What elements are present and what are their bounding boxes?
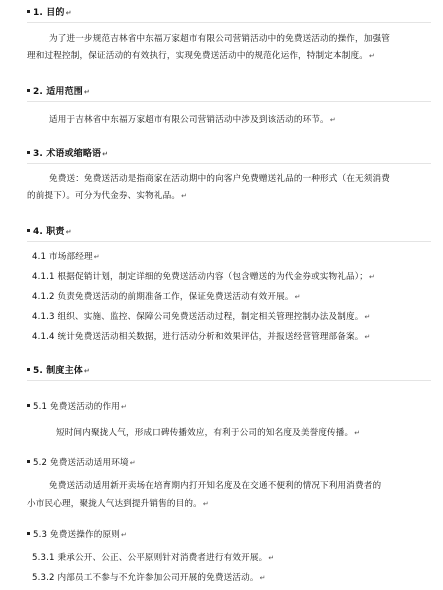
- list-item: 4.1.2 负责免费送活动的前期准备工作，保证免费送活动有效开展。↵: [32, 292, 301, 302]
- paragraph-line: 为了进一步规范吉林省中东福万家超市有限公司营销活动中的免费送活动的操作，加强管: [49, 34, 391, 44]
- list-item: 4.1.1 根据促销计划，制定详细的免费送活动内容（包含赠送的为代金券或实物礼品）；↵: [32, 272, 375, 282]
- paragraph-line: 理和过程控制，保证活动的有效执行，实现免费送活动中的规范化运作，特制定本制度。↵: [27, 51, 376, 61]
- section-heading-terms: 3. 术语或缩略语↵: [27, 149, 108, 160]
- bullet-icon: [27, 368, 30, 371]
- paragraph-line: 短时间内聚拢人气，形成口碑传播效应，有利于公司的知名度及美誉度传播。↵: [56, 428, 361, 438]
- section-heading-scope: 2. 适用范围↵: [27, 87, 90, 98]
- bullet-icon: [27, 532, 30, 535]
- bullet-icon: [27, 151, 30, 154]
- bullet-icon: [27, 89, 30, 92]
- divider: [27, 101, 431, 102]
- paragraph-line: 小市民心理，聚拢人气达到提升销售的目的。↵: [27, 499, 209, 509]
- section-heading-duties: 4. 职责↵: [27, 227, 72, 238]
- paragraph-line: 的前提下）。可分为代金券、实物礼品。↵: [27, 191, 188, 201]
- divider: [27, 241, 431, 242]
- divider: [27, 380, 431, 381]
- divider: [27, 22, 431, 23]
- list-item: 4.1.4 统计免费送活动相关数据，进行活动分析和效果评估，并报送经营管理部备案。↵: [32, 332, 371, 342]
- bullet-icon: [27, 404, 30, 407]
- list-item: 4.1 市场部经理↵: [32, 252, 100, 262]
- bullet-icon: [27, 10, 30, 13]
- list-item: 4.1.3 组织、实施、监控、保障公司免费送活动过程，制定相关管理控制办法及制度。↵: [32, 312, 371, 322]
- divider: [27, 163, 431, 164]
- subsection-heading: 5.1 免费送活动的作用↵: [27, 402, 127, 413]
- paragraph-line: 免费送：免费送活动是指商家在活动期中的向客户免费赠送礼品的一种形式（在无须消费: [49, 174, 391, 184]
- subsection-heading: 5.2 免费送活动适用环境↵: [27, 458, 136, 469]
- subsection-heading: 5.3 免费送操作的原则↵: [27, 530, 127, 541]
- section-heading-policy: 5. 制度主体↵: [27, 366, 90, 377]
- bullet-icon: [27, 460, 30, 463]
- list-item: 5.3.2 内部员工不参与不允许参加公司开展的免费送活动。↵: [32, 573, 266, 583]
- list-item: 5.3.1 秉承公开、公正、公平原则针对消费者进行有效开展。↵: [32, 553, 275, 563]
- paragraph-line: 适用于吉林省中东福万家超市有限公司营销活动中涉及到该活动的环节。↵: [49, 115, 336, 125]
- bullet-icon: [27, 229, 30, 232]
- paragraph-line: 免费送活动适用新开卖场在培育期内打开知名度及在交通不便利的情况下利用消费者的: [49, 481, 382, 491]
- section-heading-purpose: 1. 目的↵: [27, 8, 72, 19]
